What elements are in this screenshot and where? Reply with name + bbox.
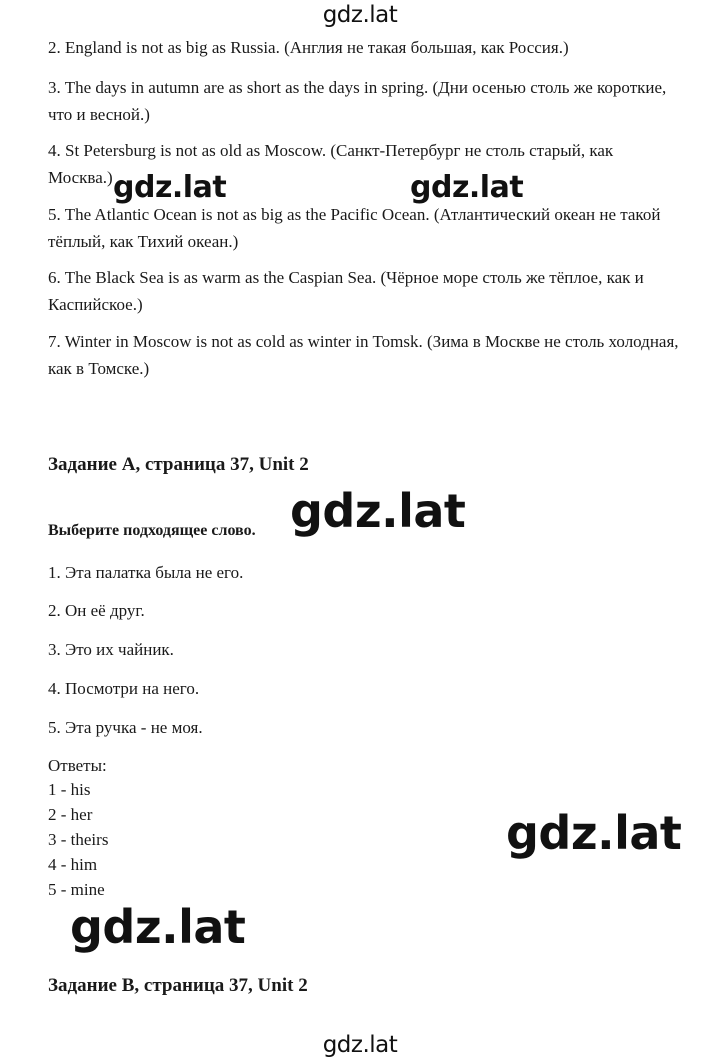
answer-5: 5 - mine xyxy=(48,880,105,899)
answer-1: 1 - his xyxy=(48,780,91,799)
task-a-heading: Задание А, страница 37, Unit 2 xyxy=(48,454,309,475)
watermark-bottom: gdz.lat xyxy=(322,1032,398,1058)
answer-2: 2 - her xyxy=(48,805,93,824)
sentence-2: 2. England is not as big as Russia. (Англия не такая большая, как Россия.) xyxy=(48,38,569,57)
watermark-large-right: gdz.lat xyxy=(506,806,682,860)
answer-4: 4 - him xyxy=(48,855,98,874)
answers-label: Ответы: xyxy=(48,756,107,775)
watermark-large-center: gdz.lat xyxy=(290,484,466,538)
task-b-heading: Задание В, страница 37, Unit 2 xyxy=(48,975,308,996)
sentence-3: 3. The days in autumn are as short as the days in spring. (Дни осенью столь же короткие, что и весной.) xyxy=(48,78,667,124)
sentence-4: 4. St Petersburg is not as old as Moscow. (Санкт-Петербург не столь старый, как Москва.) xyxy=(48,141,614,187)
task-a-item-2: 2. Он её друг. xyxy=(48,601,145,620)
task-a-instruction: Выберите подходящее слово. xyxy=(48,522,256,539)
watermark-top: gdz.lat xyxy=(322,2,398,28)
task-a-item-5: 5. Эта ручка - не моя. xyxy=(48,718,203,737)
sentence-7: 7. Winter in Moscow is not as cold as winter in Tomsk. (Зима в Москве не столь холодная, как в Томске.) xyxy=(48,332,679,378)
watermark-large-left: gdz.lat xyxy=(70,900,246,954)
sentence-6: 6. The Black Sea is as warm as the Caspian Sea. (Чёрное море столь же тёплое, как и Каспийское.) xyxy=(48,268,644,314)
watermark-mid-right: gdz.lat xyxy=(410,170,524,205)
task-a-item-1: 1. Эта палатка была не его. xyxy=(48,563,244,582)
sentence-5: 5. The Atlantic Ocean is not as big as the Pacific Ocean. (Атлантический океан не такой тёплый, как Тихий океан.) xyxy=(48,205,661,251)
answer-3: 3 - theirs xyxy=(48,830,109,849)
watermark-mid-left: gdz.lat xyxy=(113,170,227,205)
task-a-item-3: 3. Это их чайник. xyxy=(48,640,174,659)
task-a-item-4: 4. Посмотри на него. xyxy=(48,679,200,698)
